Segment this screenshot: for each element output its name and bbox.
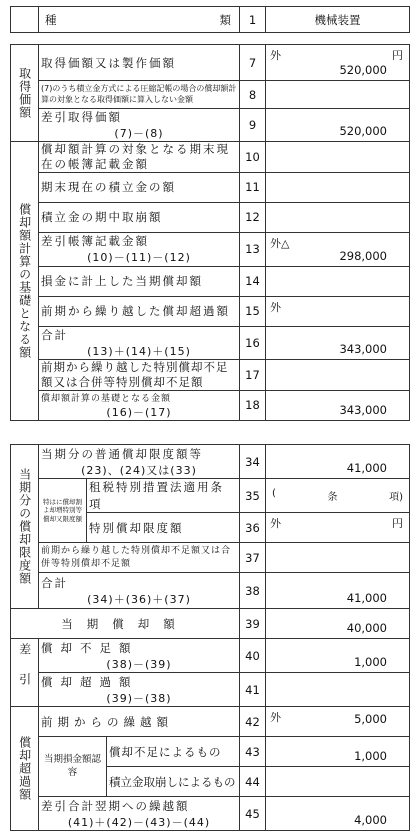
row-41-label: 償却超過額 (39)－(38) xyxy=(39,673,240,707)
row-10-value xyxy=(266,142,410,173)
section-current-limit: 当期分の償却限度額 xyxy=(11,445,39,609)
row-11-num: 11 xyxy=(240,172,266,202)
row-12-num: 12 xyxy=(240,202,266,232)
row-34-num: 34 xyxy=(240,445,266,479)
row-7-label: 取得価額又は製作価額 xyxy=(39,45,240,81)
row-16-value: 343,000 xyxy=(266,326,410,359)
row-7-num: 7 xyxy=(240,45,266,81)
row-42-num: 42 xyxy=(240,707,266,737)
row-40-num: 40 xyxy=(240,639,266,673)
row-39-value: 40,000 xyxy=(266,609,410,639)
row-9-num: 9 xyxy=(240,109,266,142)
current-deductible-side-label: 当期損金額認容 xyxy=(39,737,107,797)
base-table xyxy=(10,44,410,421)
row-13-value: 外△ 298,000 xyxy=(266,232,410,266)
row-36-value: 外 円 xyxy=(266,513,410,543)
row-45-label: 差引合計翌期への繰越額 (41)＋(42)－(43)－(44) xyxy=(39,797,240,831)
row-13-label: 差引帳簿記載金額 (10)－(11)－(12) xyxy=(39,232,240,266)
row-42-value: 外 5,000 xyxy=(266,707,410,737)
row-13-num: 13 xyxy=(240,232,266,266)
row-9-value: 520,000 xyxy=(266,109,410,142)
limit-table xyxy=(10,444,410,831)
row-35-value: ( 条 項) xyxy=(266,479,410,513)
row-34-label: 当期分の普通償却限度額等 (23)、(24)又は(33) xyxy=(39,445,240,479)
row-17-value xyxy=(266,359,410,390)
row-45-value: 4,000 xyxy=(266,797,410,831)
row-35-label: 租税特別措置法適用条項 xyxy=(87,479,240,513)
row-38-label: 合計 (34)＋(36)＋(37) xyxy=(39,573,240,609)
row-42-label: 前期からの繰越額 xyxy=(39,707,240,737)
row-34-value: 41,000 xyxy=(266,445,410,479)
row-44-label: 積立金取崩しによるもの xyxy=(107,767,240,797)
special-depreciation-side-label: 特はに償却割よ却増特別等償却又限度額 xyxy=(39,479,87,543)
row-8-label: (7)のうち積立金方式による圧縮記帳の場合の償却額計算の対象となる取得価額に算入しない金額 xyxy=(39,81,240,109)
row-16-label: 合計 (13)＋(14)＋(15) xyxy=(39,326,240,359)
row-43-num: 43 xyxy=(240,737,266,767)
header-table xyxy=(10,6,410,33)
section-acquisition: 取得価額 xyxy=(11,45,39,142)
row-14-label: 損金に計上した当期償却額 xyxy=(39,266,240,296)
row-12-value xyxy=(266,202,410,232)
row-15-value: 外 xyxy=(266,296,410,326)
row-7-value: 外 円 520,000 xyxy=(266,45,410,81)
row-36-label: 特別償却限度額 xyxy=(87,513,240,543)
header-num: 1 xyxy=(240,7,266,33)
row-37-value xyxy=(266,543,410,573)
row-17-num: 17 xyxy=(240,359,266,390)
section-difference: 差引 xyxy=(11,639,39,707)
row-16-num: 16 xyxy=(240,326,266,359)
row-12-label: 積立金の期中取崩額 xyxy=(39,202,240,232)
row-44-num: 44 xyxy=(240,767,266,797)
row-8-num: 8 xyxy=(240,81,266,109)
row-18-label: 償却額計算の基礎となる金額 (16)－(17) xyxy=(39,390,240,420)
row-38-num: 38 xyxy=(240,573,266,609)
row-39-num: 39 xyxy=(240,609,266,639)
section-excess: 償却超過額 xyxy=(11,707,39,831)
row-38-value: 41,000 xyxy=(266,573,410,609)
row-43-value: 1,000 xyxy=(266,737,410,767)
row-43-label: 償却不足によるもの xyxy=(107,737,240,767)
row-9-label: 差引取得価額 (7)－(8) xyxy=(39,109,240,142)
row-35-num: 35 xyxy=(240,479,266,513)
row-8-value xyxy=(266,81,410,109)
row-17-label: 前期から繰り越した特別償却不足額又は合併等特別償却不足額 xyxy=(39,359,240,390)
row-41-value xyxy=(266,673,410,707)
row-11-label: 期末現在の積立金の額 xyxy=(39,172,240,202)
row-41-num: 41 xyxy=(240,673,266,707)
row-36-num: 36 xyxy=(240,513,266,543)
row-15-num: 15 xyxy=(240,296,266,326)
row-39-label: 当期償却額 xyxy=(11,609,240,639)
row-14-value xyxy=(266,266,410,296)
row-40-value: 1,000 xyxy=(266,639,410,673)
row-45-num: 45 xyxy=(240,797,266,831)
header-value: 機械装置 xyxy=(266,7,410,33)
row-11-value xyxy=(266,172,410,202)
row-37-num: 37 xyxy=(240,543,266,573)
row-37-label: 前期から繰り越した特別償却不足額又は合併等特別償却不足額 xyxy=(39,543,240,573)
row-18-value: 343,000 xyxy=(266,390,410,420)
row-10-num: 10 xyxy=(240,142,266,173)
row-14-num: 14 xyxy=(240,266,266,296)
header-type-label: 種 類 xyxy=(39,7,240,33)
section-depreciation-base: 償却額計算の基礎となる額 xyxy=(11,142,39,421)
row-15-label: 前期から繰り越した償却超過額 xyxy=(39,296,240,326)
row-40-label: 償却不足額 (38)－(39) xyxy=(39,639,240,673)
row-10-label: 償却額計算の対象となる期末現在の帳簿記載金額 xyxy=(39,142,240,173)
row-44-value xyxy=(266,767,410,797)
row-18-num: 18 xyxy=(240,390,266,420)
